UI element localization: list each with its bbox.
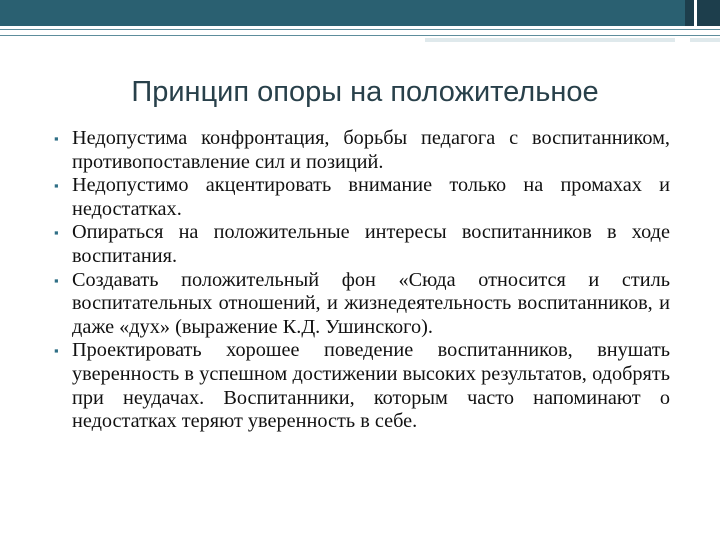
header-band-dark [685, 0, 720, 26]
header-line-upper [0, 29, 720, 30]
bullet-icon: ▪ [54, 272, 59, 288]
list-item [50, 339, 670, 433]
bullet-list [50, 127, 670, 434]
list-item-text: Создавать положительный фон «Сюда относится и стиль воспитательных отношений, и жизнедеятельность воспитанников, и даже «дух» (выражение К.Д. Ушинского). [72, 268, 670, 338]
list-item [50, 221, 670, 268]
bullet-icon: ▪ [54, 343, 59, 359]
bullet-icon: ▪ [54, 225, 59, 241]
header-line-lower [0, 35, 720, 36]
header-band-gap [694, 0, 697, 26]
list-item-text: Проектировать хорошее поведение воспитанников, внушать уверенность в успешном достижении высоких результатов, одобрять при неудачах. Воспитанники, которым часто напоминают о недостатках теряют уверенность в себе. [72, 339, 670, 433]
bullet-icon: ▪ [54, 131, 59, 146]
list-item-text: Опираться на положительные интересы воспитанников в ходе воспитания. [72, 221, 670, 267]
header-band [0, 0, 685, 26]
list-item [50, 174, 670, 221]
list-item-text: Недопустима конфронтация, борьбы педагога с воспитанником, противопоставление сил и позиций. [72, 127, 670, 173]
header-accent-bar-right [690, 38, 720, 42]
slide-title: Принцип опоры на положительное [131, 76, 599, 108]
list-item-text: Недопустимо акцентировать внимание только на промахах и недостатках. [72, 174, 670, 220]
bullet-icon: ▪ [54, 178, 59, 194]
list-item [50, 127, 670, 174]
list-item [50, 269, 670, 340]
header-accent-bar [425, 38, 675, 42]
